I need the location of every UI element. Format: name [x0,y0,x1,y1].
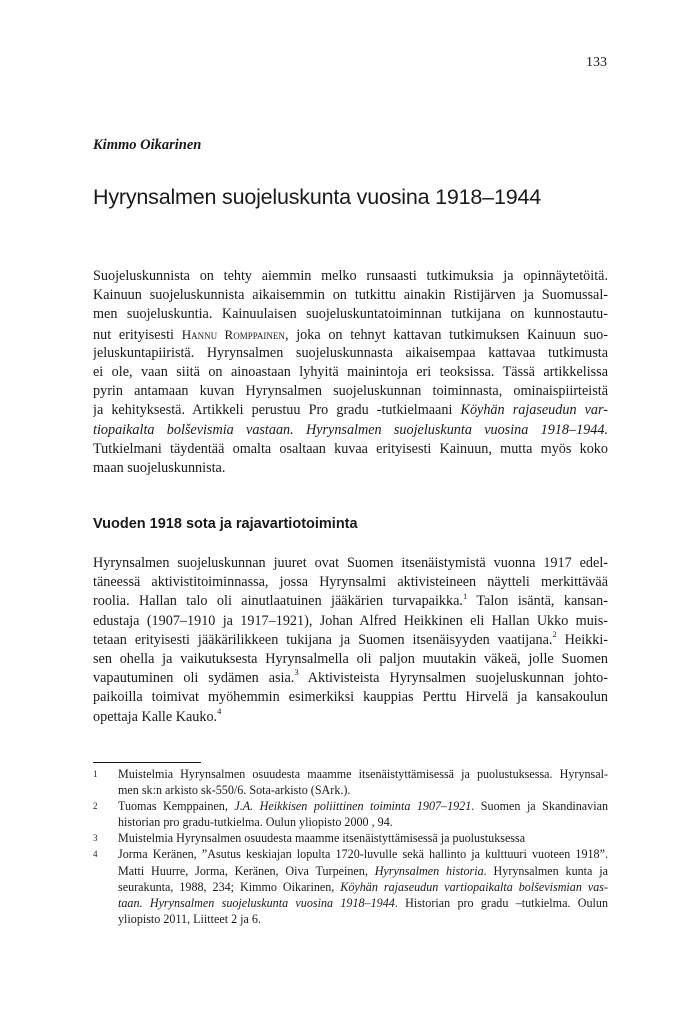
text-line [93,325,608,344]
cited-title: Hyrynsalmen historia [374,863,484,878]
footnote-line [118,798,608,814]
text-line: sen ohella ja vaikutuksesta Hyrynsalmella oli paljon muutakin väkeä, jolle Suomen [93,650,608,667]
footnote-line: yliopisto 2011, Liitteet 2 ja 6. [118,911,261,926]
footnote-number: 1 [93,769,98,779]
text-run: , joka on tehnyt kattavan tutkimuksen Kainuun suo- [284,326,608,343]
footnote-line: Muistelmia Hyrynsalmen osuudesta maamme itsenäistyttämisessä ja puolustuksessa [118,831,526,846]
text-line [93,669,608,688]
text-run: vapautuminen oli sydämen asia. [93,670,295,687]
footnote-line [118,879,608,895]
text-line: edustaja (1907–1910 ja 1917–1921), Johan Alfred Heikkinen eli Hallan Ukko muis- [93,612,608,629]
thesis-title: tiopaikalta bolševismia vastaan. Hyrynsalmen suojeluskunta vuosina 1918–1944. [93,421,608,438]
article-title: Hyrynsalmen suojeluskunta vuosina 1918–1944 [93,185,541,209]
text-run: Aktivisteista Hyrynsalmen suojeluskunnan johto- [298,670,608,687]
text-line: Tutkielmani täydentää omalta osaltaan kuvaa erityisesti Kainuun, mutta myös koko [93,440,608,457]
footnote-line: men sk:n arkisto sk-550/6. Sota-arkisto (SArk.). [118,783,351,798]
page-number: 133 [586,55,607,70]
footnote-2 [93,798,608,830]
footnote-line: historian pro gradu-tutkielma. Oulun yliopisto 2000 , 94. [118,815,393,830]
text-run: Tuomas Kemppainen, [118,799,235,814]
text-line [93,631,608,650]
text-run: . Suomen ja Skandinavian [471,799,608,814]
footnote-4 [93,846,608,926]
footnote-3 [93,830,608,846]
text-run: roolia. Hallan talo oli ainutlaatuinen jääkärien turvapaikka. [93,593,463,610]
footnote-line: Muistelmia Hyrynsalmen osuudesta maamme itsenäistyttämisessä ja puolustuksessa. Hyrynsal- [118,767,608,781]
text-run: Heikki- [556,631,608,648]
footnote-number: 3 [93,833,98,844]
author-reference: Hannu Romppainen [181,326,285,342]
cited-title: Köyhän rajaseudun vartiopaikalta bolševismian vas- [340,879,608,894]
text-run: . Historian pro gradu –tutkielma. Oulun [394,895,608,910]
text-line: Kainuun suojeluskunnista aikaisemmin on tutkittu ainakin Ristijärven ja Suomussal- [93,287,608,304]
footnote-ref: 3 [294,669,299,678]
cited-title: J.A. Heikkisen poliittinen toiminta 1907–1921 [234,799,472,814]
footnote-number: 4 [93,849,98,860]
text-line: ei ole, vaan siitä on ainoastaan lyhyitä mainintoja eri teoksissa. Tässä artikkelissa [93,363,608,380]
author-name: Kimmo Oikarinen [93,137,202,153]
section-heading: Vuoden 1918 sota ja rajavartiotoiminta [93,516,358,532]
footnote-line: Jorma Keränen, ”Asutus keskiajan lopulta 1720-luvulle sekä hallinto ja kulttuuri vuoteen 1918”. [118,847,608,862]
text-run: ja kehityksestä. Artikkeli perustuu Pro gradu -tutkielmaani [93,402,461,419]
text-line: Hyrynsalmen suojeluskunnan juuret ovat Suomen itsenäistymistä vuonna 1917 edel- [93,555,608,571]
footnote-number: 2 [93,801,98,812]
footnote-line [118,895,608,911]
footnote-divider [93,762,201,763]
text-run: opettaja Kalle Kauko. [93,708,218,725]
text-line: pyrin antamaan kuvan Hyrynsalmen suojeluskunnan toiminnasta, ominaispiirteistä [93,383,608,400]
text-line [93,401,608,420]
text-line [93,421,608,440]
text-run: seurakunta, 1988, 234; Kimmo Oikarinen, [118,879,341,894]
thesis-title: Köyhän rajaseudun var- [460,402,608,419]
footnote-ref: 1 [462,592,468,601]
footnote-line [118,863,608,879]
section-paragraph [93,554,608,727]
text-run: nut erityisesti [93,326,182,343]
footnote-ref: 2 [552,630,557,640]
text-line: paikoilla toimivat myöhemmin esimerkiksi kauppias Perttu Hirvelä ja kansakoulun [93,689,608,706]
text-run: Matti Huurre, Jorma, Keränen, Oiva Turpeinen, [118,863,375,878]
text-line: maan suojeluskunnista. [93,459,226,476]
text-run: tetaan erityisesti jääkärilikkeen tukijana ja Suomen itsenäisyyden vaatijana. [93,631,553,648]
text-line: men suojeluskuntia. Kainuulaisen suojeluskuntatoiminnan tutkijana on kunnostautu- [93,306,608,323]
text-run: Talon isäntä, kansan- [467,593,608,610]
footnote-ref: 4 [217,707,222,716]
text-line: Suojeluskunnista on tehty aiemmin melko runsaasti tutkimuksia ja opinnäytetöitä. [93,268,608,284]
cited-title: taan. Hyrynsalmen suojeluskunta vuosina 1918–1944 [118,895,395,910]
text-run: . Hyrynsalmen kunta ja [483,863,608,878]
text-line [93,592,608,611]
text-line: täneessä aktivistitoiminnassa, jossa Hyrynsalmi aktivisteineen näytteli merkittävää [93,574,608,591]
footnotes [93,766,608,927]
intro-paragraph [93,267,608,478]
text-line [93,708,608,727]
text-line: jeluskuntapiiristä. Hyrynsalmen suojeluskunnasta aikaisempaa kattavaa tutkimusta [93,344,608,361]
footnote-1 [93,766,608,798]
